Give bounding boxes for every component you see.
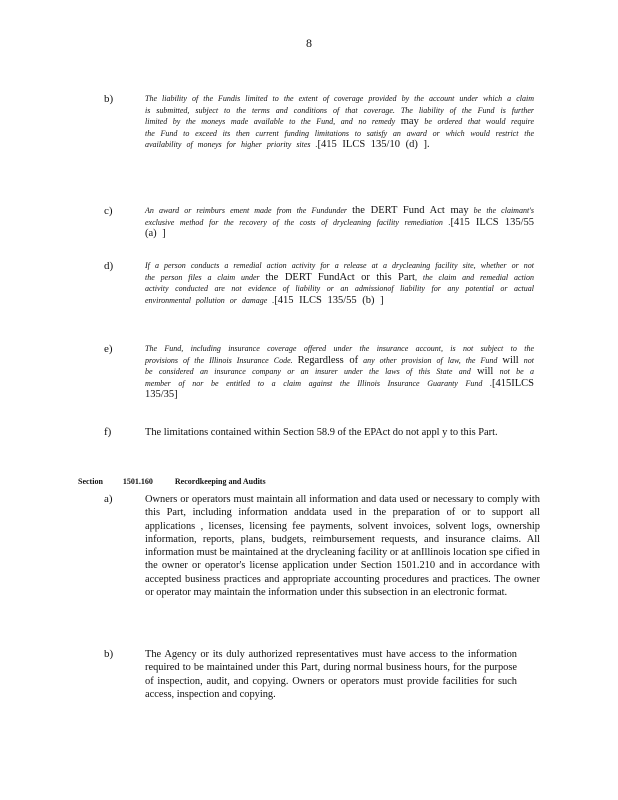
section-heading: [74, 468, 266, 486]
item-text: Owners or operators must maintain all information and data used or necessary to comply with this Part, including information anddata used in the preparation of or to support all applications , licenses, licensing fee payments, solvent invoices, solvent logs, ownership information, reports, plans, budgets, reimbursement requests, and insurance claims. All information must be maintained at the drycleaning facility or at anIllinois location spe cified in the owner or operator's license application under Section 1501.210 and in accordance with accepted business practices and appropriate accounting procedures and practices. The owner or operator may maintain the information under this subsection in an electronic format.: [145, 494, 540, 599]
item-text: An award or reimburs ement made from the Fundunder the DERT Fund Act may be the claimant's exclusive method for the recovery of the costs of drycleaning facility remediation .[415 ILCS 135/55 (a) ]: [145, 205, 534, 240]
item-text: The limitations contained within Section 58.9 of the EPAct do not appl y to this Part.: [145, 427, 498, 438]
section-number: 1501.160: [122, 477, 153, 486]
item-label: b): [104, 648, 114, 660]
item-label: c): [104, 205, 113, 217]
item-text: If a person conducts a remedial action activity for a release at a drycleaning facility site, whether or not the person files a claim under the DERT FundAct or this Part, the claim and remedial action activity conducted are not evidence of liability or an admissionof liability for any potential or actual environmental pollution or damage .[415 ILCS 135/55 (b) ]: [145, 261, 534, 306]
item-label: f): [104, 426, 112, 438]
item-text: The liability of the Fundis limited to the extent of coverage provided by the account under which a claim is submitted, subject to the terms and conditions of that coverage. The liability of the Fund is further limited by the moneys made available to the Fund, and no remedy may be ordered that would require the Fund to exceed its then current funding limitations to satisfy an award or which would restrict the availability of moneys for higher priority sites .[415 ILCS 135/10 (d) ].: [145, 94, 535, 151]
item-text: The Agency or its duly authorized representatives must have access to the information required to be maintained under this Part, during normal business hours, for the purpose of inspection, audit, and copying. Owners or operators must provide facilities for such access, inspection and copying.: [145, 649, 517, 700]
section-word: Section: [78, 477, 103, 486]
item-label: d): [104, 260, 114, 272]
section-title: Recordkeeping and Audits: [174, 477, 266, 486]
page-number: 8: [306, 36, 312, 50]
item-label: a): [104, 493, 113, 505]
item-text: The Fund, including insurance coverage offered under the insurance account, is not subject to the provisions of the Illinois Insurance Code. Regardless of any other provision of law, the Fund will not be considered an insurance company or an insurer under the laws of this State and will not be a member of nor be entitled to a claim against the Illinois Insurance Guaranty Fund .[415ILCS 135/35]: [145, 344, 534, 401]
item-label: b): [104, 93, 114, 105]
item-label: e): [104, 343, 113, 355]
